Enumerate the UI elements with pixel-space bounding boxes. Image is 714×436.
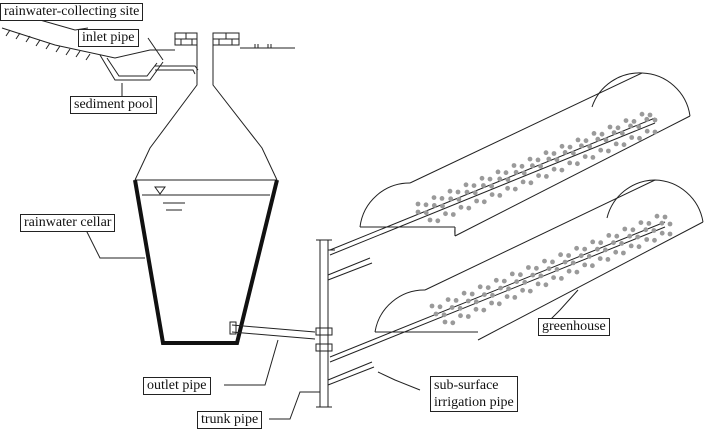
seedling-dot: [600, 132, 605, 137]
seedling-dot: [522, 171, 527, 176]
seedling-dot: [496, 170, 501, 175]
seedling-dot: [571, 261, 576, 266]
seedling-dot: [575, 161, 580, 166]
seedling-dot: [639, 220, 644, 225]
seedling-dot: [450, 305, 455, 310]
seedling-dot: [637, 244, 642, 249]
seedling-dot: [454, 298, 459, 303]
seedling-dot: [432, 195, 437, 200]
seedling-dot: [652, 238, 657, 243]
seedling-dot: [480, 176, 485, 181]
seedling-dot: [632, 119, 637, 124]
seedling-dot: [653, 130, 658, 135]
seedling-dot: [481, 183, 486, 188]
seedling-dot: [435, 218, 440, 223]
seedling-dot: [520, 164, 525, 169]
seedling-dot: [563, 150, 568, 155]
seedling-dot: [520, 288, 525, 293]
seedling-dot: [547, 266, 552, 271]
seedling-dot: [555, 267, 560, 272]
seedling-dot: [465, 190, 470, 195]
seedling-dot: [566, 253, 571, 258]
seedling-dot: [628, 124, 633, 129]
seedling-dot: [587, 144, 592, 149]
seedling-dot: [424, 210, 429, 215]
seedling-dot: [434, 312, 439, 317]
seedling-dot: [536, 173, 541, 178]
seedling-dot: [640, 112, 645, 117]
seedling-dot: [534, 266, 539, 271]
seedling-dot: [567, 269, 572, 274]
seedling-dot: [504, 170, 509, 175]
seedling-dot: [466, 314, 471, 319]
seedling-dot: [481, 308, 486, 313]
seedling-dot: [458, 306, 463, 311]
rainwater-cellar-label: rainwater cellar: [20, 214, 115, 232]
seedling-dot: [613, 250, 618, 255]
seedling-dot: [494, 278, 499, 283]
seedling-dot: [466, 206, 471, 211]
seedling-dot: [514, 279, 519, 284]
seedling-dot: [497, 301, 502, 306]
seedling-dot: [576, 138, 581, 143]
seedling-dot: [598, 240, 603, 245]
ground-slope: [2, 28, 295, 60]
seedling-dot: [489, 301, 494, 306]
seedling-dot: [529, 180, 534, 185]
rainwater-cellar-body: [135, 180, 277, 343]
seedling-dot: [497, 193, 502, 198]
trunk-pipe-shape: [316, 240, 332, 407]
seedling-dot: [518, 272, 523, 277]
seedling-dot: [442, 312, 447, 317]
seedling-dot: [616, 125, 621, 130]
seedling-dot: [668, 222, 673, 227]
seedling-dot: [490, 293, 495, 298]
seedling-dot: [474, 299, 479, 304]
seedling-dot: [416, 202, 421, 207]
seedling-dot: [528, 289, 533, 294]
seedling-dot: [551, 275, 556, 280]
seedling-dot: [470, 292, 475, 297]
seedling-dot: [424, 202, 429, 207]
seedling-dot: [598, 256, 603, 261]
seedling-dot: [608, 125, 613, 130]
seedling-dot: [488, 177, 493, 182]
seedling-dot: [631, 227, 636, 232]
seedling-dot: [526, 265, 531, 270]
seedling-dot: [505, 294, 510, 299]
seedling-dot: [443, 211, 448, 216]
seedling-dot: [446, 297, 451, 302]
seedling-dot: [536, 158, 541, 163]
seedling-dot: [582, 247, 587, 252]
seedling-dot: [512, 163, 517, 168]
seedling-dot: [579, 253, 584, 258]
sediment-pool-label: sediment pool: [70, 96, 157, 114]
seedling-dot: [416, 210, 421, 215]
seedling-dot: [629, 135, 634, 140]
seedling-dot: [498, 286, 503, 291]
seedling-dot: [655, 214, 660, 219]
seedling-dots: [416, 112, 673, 325]
seedling-dot: [530, 163, 535, 168]
seedling-dot: [583, 154, 588, 159]
seedling-dot: [595, 137, 600, 142]
seedling-dot: [598, 148, 603, 153]
seedling-dot: [478, 284, 483, 289]
seedling-dot: [486, 285, 491, 290]
seedling-dot: [506, 177, 511, 182]
seedling-dot: [647, 221, 652, 226]
seedling-dot: [627, 234, 632, 239]
seedling-dot: [595, 247, 600, 252]
greenhouse-1: [330, 73, 690, 255]
seedling-dot: [544, 174, 549, 179]
seedling-dot: [574, 246, 579, 251]
upper-branch-pipe: [328, 250, 372, 280]
seedling-dot: [612, 130, 617, 135]
seedling-dot: [505, 186, 510, 191]
seedling-dot: [482, 292, 487, 297]
seedling-dot: [643, 227, 648, 232]
seedling-dot: [591, 155, 596, 160]
seedling-dot: [571, 151, 576, 156]
seedling-dot: [636, 124, 641, 129]
seedling-dot: [560, 168, 565, 173]
seedling-dot: [620, 131, 625, 136]
seedling-dot: [635, 235, 640, 240]
seedling-dot: [542, 259, 547, 264]
seedling-dot: [559, 276, 564, 281]
seedling-dot: [489, 184, 494, 189]
seedling-dot: [530, 273, 535, 278]
seedling-dot: [550, 260, 555, 265]
seedling-dot: [538, 164, 543, 169]
seedling-dot: [438, 304, 443, 309]
seedling-dot: [652, 228, 657, 233]
seedling-dot: [464, 182, 469, 187]
seedling-dot: [536, 282, 541, 287]
seedling-dot: [653, 118, 658, 123]
seedling-dot: [614, 234, 619, 239]
seedling-dot: [614, 142, 619, 147]
seedling-dot: [450, 320, 455, 325]
seedling-dot: [558, 252, 563, 257]
seedling-dot: [592, 131, 597, 136]
sediment-pool: [100, 55, 163, 80]
inlet-pipe-shape: [155, 66, 198, 74]
outlet-pipe-label: outlet pipe: [143, 377, 211, 395]
seedling-dot: [603, 248, 608, 253]
seedling-dot: [440, 196, 445, 201]
seedling-dot: [521, 180, 526, 185]
seedling-dot: [648, 113, 653, 118]
seedling-dot: [451, 212, 456, 217]
seedling-dot: [579, 143, 584, 148]
seedling-dot: [544, 150, 549, 155]
seedling-dot: [462, 291, 467, 296]
subsurface-irrigation-pipe-label: [430, 376, 518, 412]
seedling-dot: [440, 204, 445, 209]
seedling-dot: [567, 161, 572, 166]
seedling-dot: [510, 272, 515, 277]
seedling-dot: [619, 241, 624, 246]
seedling-dot: [544, 282, 549, 287]
seedling-dot: [622, 142, 627, 147]
seedling-dot: [644, 117, 649, 122]
seedling-dot: [448, 196, 453, 201]
trunk-pipe-label: trunk pipe: [197, 411, 262, 429]
subsurface-label-line1: sub-surface: [434, 378, 499, 393]
seedling-dot: [552, 151, 557, 156]
seedling-dot: [660, 231, 665, 236]
seedling-dot: [575, 270, 580, 275]
seedling-dot: [555, 157, 560, 162]
seedling-dot: [645, 129, 650, 134]
seedling-dot: [472, 183, 477, 188]
seedling-dot: [474, 199, 479, 204]
seedling-dot: [514, 170, 519, 175]
greenhouse-2: [330, 180, 703, 362]
seedling-dot: [443, 320, 448, 325]
seedling-dot: [513, 187, 518, 192]
seedling-dot: [584, 138, 589, 143]
seedling-dot: [568, 145, 573, 150]
seedling-dot: [622, 227, 627, 232]
seedling-dot: [458, 313, 463, 318]
seedling-dot: [582, 263, 587, 268]
seedling-dot: [546, 157, 551, 162]
seedling-dot: [497, 177, 502, 182]
seedling-dot: [522, 280, 527, 285]
seedling-dot: [448, 189, 453, 194]
seedling-dot: [474, 307, 479, 312]
seedling-dot: [560, 144, 565, 149]
greenhouse-label: greenhouse: [538, 318, 610, 336]
rainwater-collecting-site-label: rainwater-collecting site: [0, 3, 143, 21]
seedling-dot: [637, 136, 642, 141]
seedling-dot: [624, 118, 629, 123]
seedling-dot: [660, 221, 665, 226]
seedling-dot: [621, 251, 626, 256]
seedling-dot: [587, 254, 592, 259]
seedling-dot: [512, 295, 517, 300]
seedling-dot: [528, 157, 533, 162]
seedling-dot: [459, 205, 464, 210]
seedling-dot: [473, 190, 478, 195]
seedling-dot: [590, 263, 595, 268]
seedling-dot: [490, 192, 495, 197]
seedling-dot: [457, 197, 462, 202]
seedling-dot: [590, 240, 595, 245]
seedling-dot: [456, 190, 461, 195]
seedling-dot: [611, 240, 616, 245]
seedling-dot: [430, 304, 435, 309]
seedling-dot: [644, 237, 649, 242]
seedling-dot: [606, 149, 611, 154]
lower-branch-pipe: [328, 362, 374, 385]
seedling-dot: [629, 244, 634, 249]
seedling-dot: [606, 257, 611, 262]
seedling-dot: [563, 260, 568, 265]
seedling-dot: [428, 218, 433, 223]
seedling-dot: [539, 274, 544, 279]
seedling-dot: [502, 279, 507, 284]
seedling-dot: [506, 286, 511, 291]
seedling-dot: [604, 138, 609, 143]
seedling-dot: [668, 232, 673, 237]
seedling-dot: [466, 299, 471, 304]
seedling-dot: [552, 167, 557, 172]
inlet-pipe-label: inlet pipe: [78, 29, 139, 47]
seedling-dot: [432, 203, 437, 208]
subsurface-label-line2: irrigation pipe: [434, 395, 514, 410]
seedling-dot: [663, 215, 668, 220]
seedling-dot: [482, 199, 487, 204]
seedling-dot: [606, 233, 611, 238]
